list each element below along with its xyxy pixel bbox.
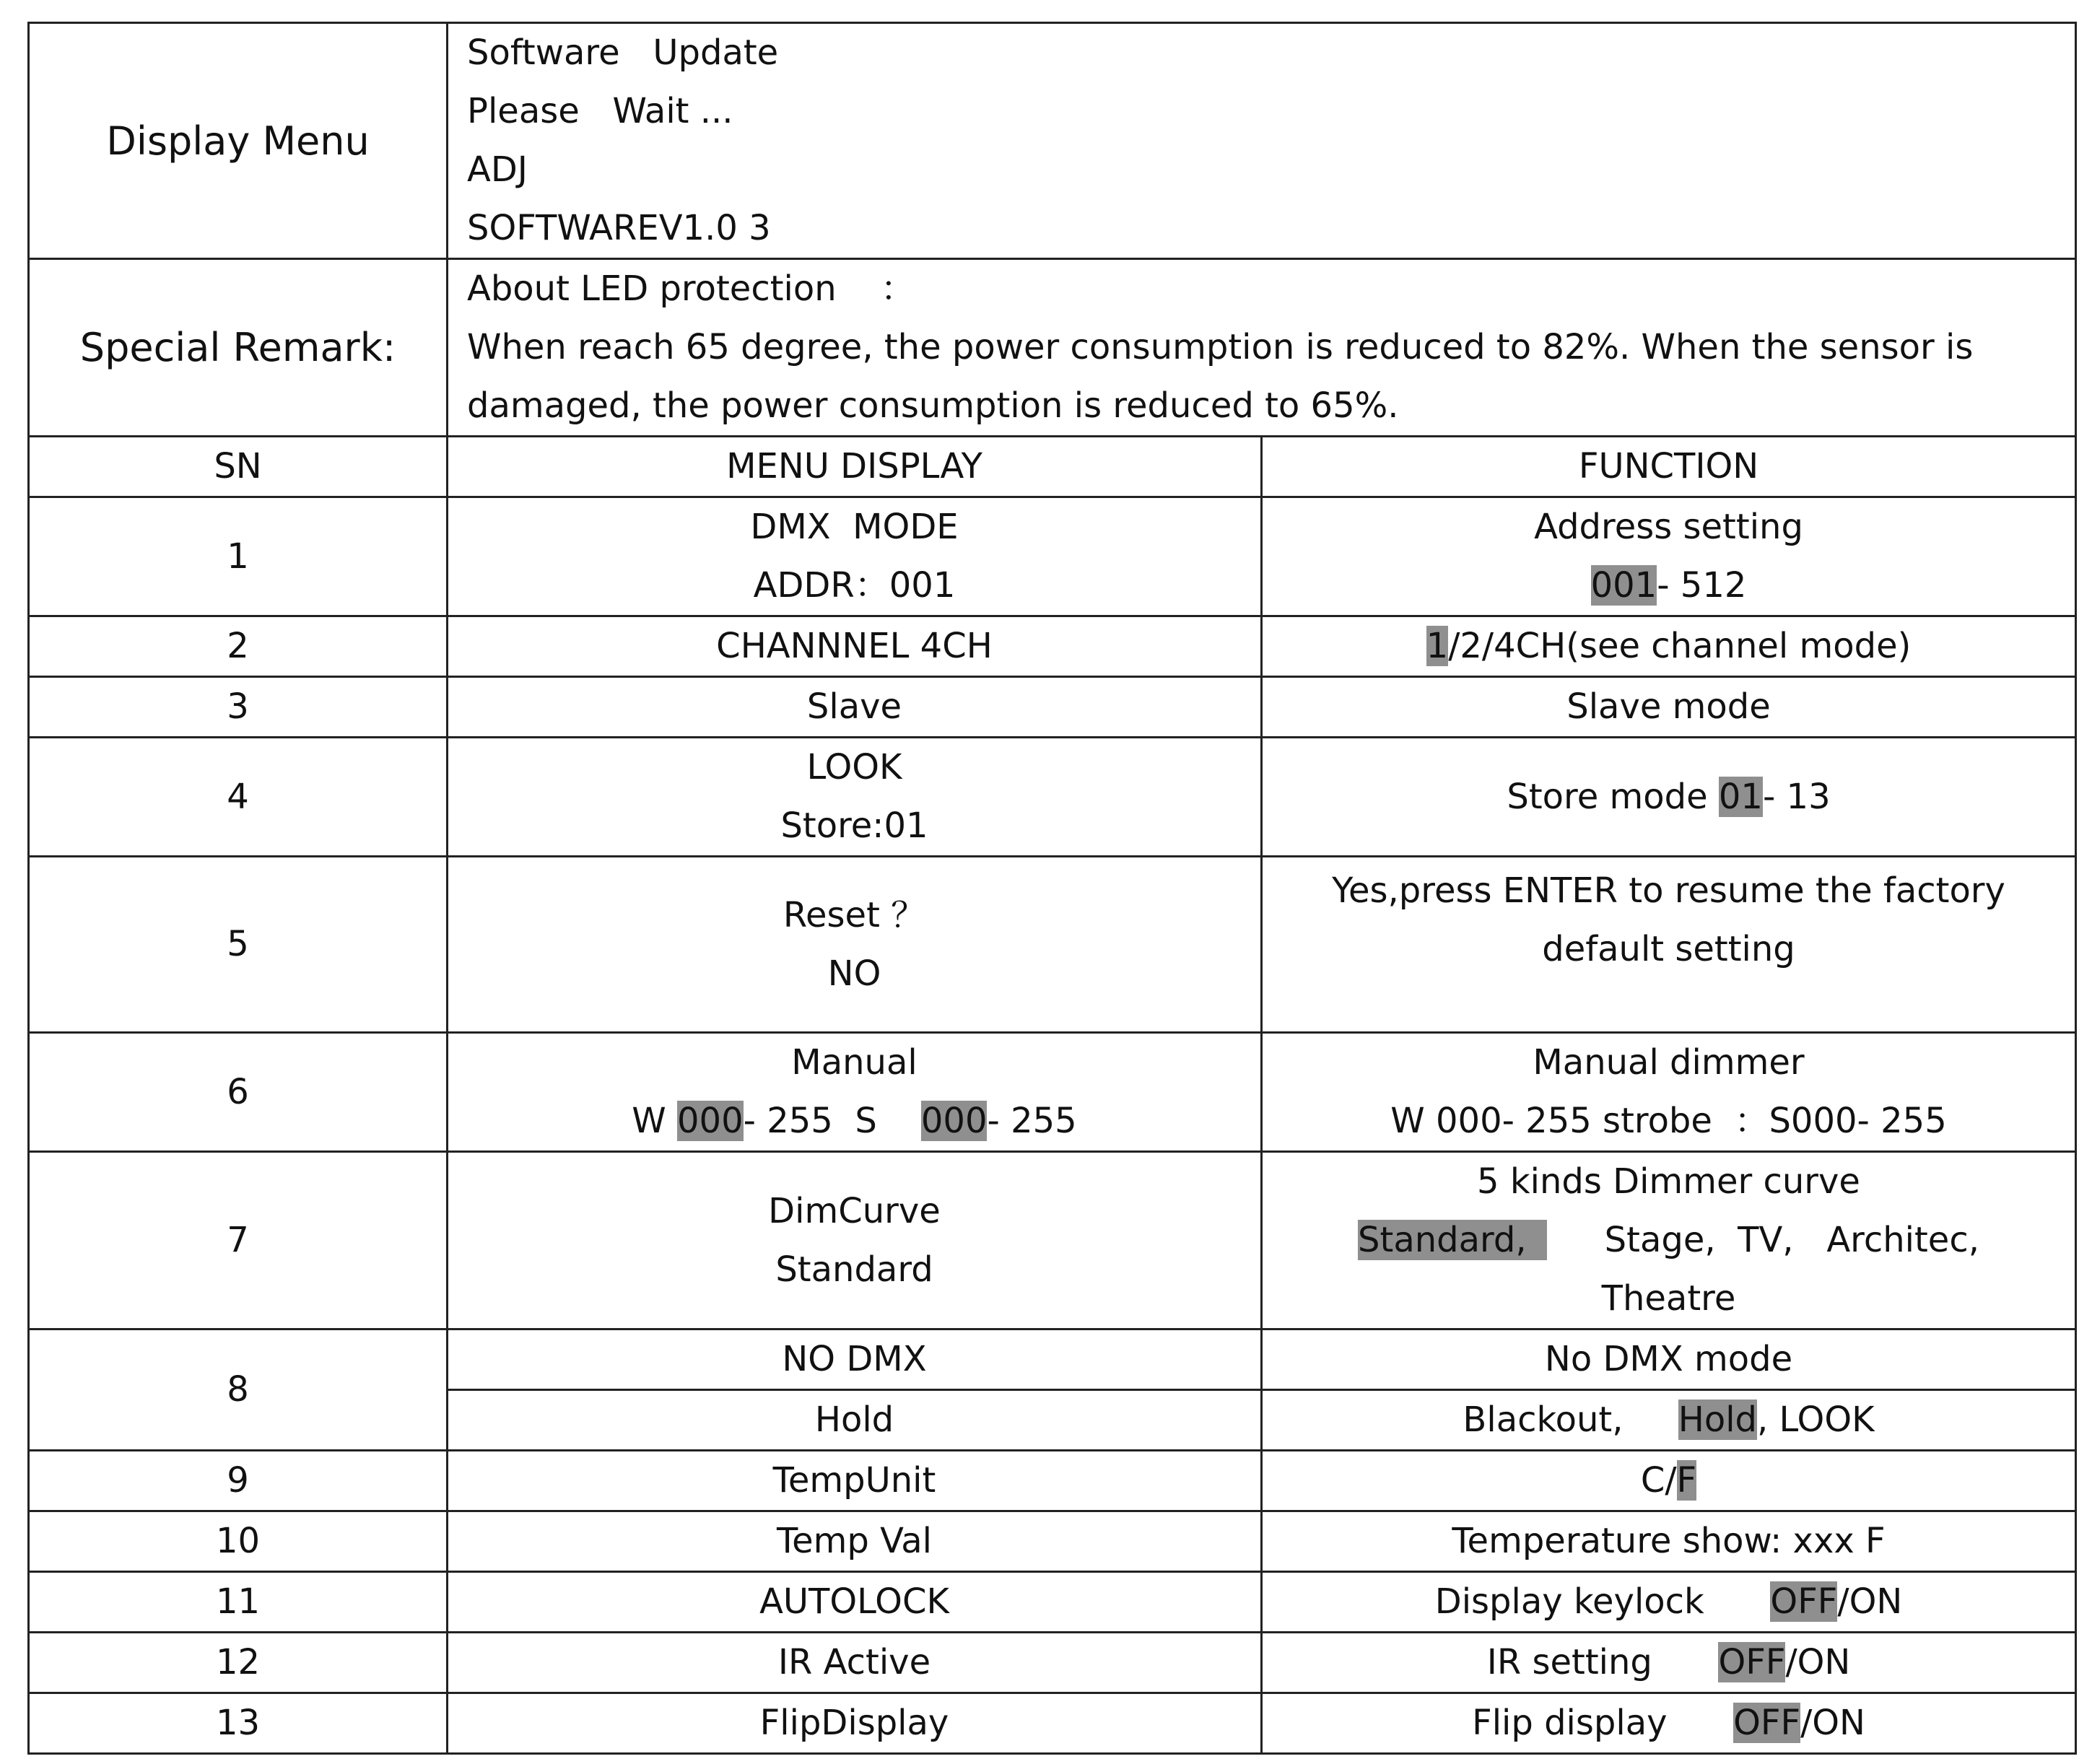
function-text: IR setting (1486, 1642, 1719, 1682)
display-menu-label: Display Menu (29, 23, 448, 259)
highlighted-default: 000 (920, 1101, 988, 1141)
menu-cell: Slave (448, 677, 1262, 738)
table-row (29, 738, 2076, 857)
sn-cell: 13 (29, 1693, 448, 1754)
function-cell (1262, 1152, 2076, 1329)
function-text: , LOOK (1757, 1400, 1875, 1440)
menu-cell: CHANNNEL 4CH (448, 616, 1262, 677)
menu-line: DMX MODE (750, 507, 959, 547)
sn-cell: 11 (29, 1572, 448, 1633)
menu-cell: IR Active (448, 1633, 1262, 1693)
function-cell (1262, 616, 2076, 677)
sn-cell: 12 (29, 1633, 448, 1693)
menu-line: Store:01 (780, 805, 928, 846)
table-row (29, 1633, 2076, 1693)
display-line: Software Update (467, 32, 779, 73)
special-remark-label: Special Remark: (29, 259, 448, 437)
function-line: W 000- 255 strobe ：S000- 255 (1390, 1101, 1947, 1141)
sn-cell: 5 (29, 857, 448, 1033)
function-line (1263, 556, 2075, 615)
function-line: Address setting (1534, 507, 1803, 547)
menu-cell (448, 497, 1262, 616)
table-row (29, 1152, 2076, 1329)
function-text: C/ (1640, 1460, 1677, 1501)
function-cell (1262, 1633, 2076, 1693)
sn-cell: 8 (29, 1329, 448, 1451)
function-text: /ON (1837, 1581, 1903, 1622)
function-text: /ON (1800, 1703, 1865, 1743)
remark-line: When reach 65 degree, the power consumption is reduced to 82%. When the sensor is (467, 327, 1974, 367)
table-row (29, 1511, 2076, 1572)
menu-table (27, 22, 2077, 1755)
function-text: Stage, TV, Architec, (1604, 1220, 1979, 1260)
function-cell (1262, 1693, 2076, 1754)
highlighted-default: 1 (1426, 626, 1449, 666)
function-cell (1262, 1451, 2076, 1511)
table-row (29, 857, 2076, 1033)
function-cell (1262, 497, 2076, 616)
menu-text: - 255 (987, 1101, 1077, 1141)
menu-line: ADDR：001 (753, 565, 956, 606)
function-text: - 13 (1762, 776, 1831, 817)
menu-line: Standard (775, 1249, 933, 1290)
menu-cell (448, 857, 1262, 1033)
header-function: FUNCTION (1262, 437, 2076, 497)
function-cell (1262, 1572, 2076, 1633)
menu-text: - 255 S (743, 1101, 921, 1141)
function-cell (1262, 738, 2076, 857)
function-line (1263, 1211, 2075, 1270)
sn-cell: 2 (29, 616, 448, 677)
menu-line (448, 1092, 1260, 1150)
function-cell (1262, 1033, 2076, 1152)
display-line: ADJ (467, 149, 528, 190)
function-line: Theatre (1601, 1278, 1736, 1319)
function-text: /ON (1785, 1642, 1851, 1682)
menu-line: LOOK (806, 747, 902, 787)
table-row (29, 1033, 2076, 1152)
header-menu-display: MENU DISPLAY (448, 437, 1262, 497)
function-text: Blackout, (1463, 1400, 1678, 1440)
function-cell: No DMX mode (1262, 1329, 2076, 1390)
menu-cell: FlipDisplay (448, 1693, 1262, 1754)
sn-cell: 1 (29, 497, 448, 616)
remark-line: damaged, the power consumption is reduced to 65%. (467, 385, 1399, 426)
menu-text: W (632, 1101, 678, 1141)
table-header-row (29, 437, 2076, 497)
sn-cell: 4 (29, 738, 448, 857)
function-text: Store mode (1507, 776, 1719, 817)
function-text: /2/4CH(see channel mode) (1448, 626, 1912, 666)
display-menu-content (448, 23, 2076, 259)
function-text: Display keylock (1434, 1581, 1771, 1622)
sn-cell: 3 (29, 677, 448, 738)
special-remark-row (29, 259, 2076, 437)
function-line: 5 kinds Dimmer curve (1477, 1161, 1860, 1202)
menu-document (27, 22, 2075, 1743)
highlighted-default: OFF (1770, 1581, 1838, 1622)
remark-line: About LED protection ： (467, 268, 915, 309)
highlighted-default: 001 (1590, 565, 1657, 606)
menu-cell: AUTOLOCK (448, 1572, 1262, 1633)
menu-cell: Temp Val (448, 1511, 1262, 1572)
menu-cell: TempUnit (448, 1451, 1262, 1511)
menu-line: Reset ？ (783, 894, 926, 935)
menu-line: NO (827, 953, 881, 994)
highlighted-default: Standard, (1358, 1220, 1547, 1260)
highlighted-default: 01 (1718, 776, 1763, 817)
display-line: Please Wait ... (467, 91, 733, 131)
function-line: default setting (1542, 929, 1795, 969)
function-line: Yes,press ENTER to resume the factory (1332, 870, 2005, 911)
sn-cell: 10 (29, 1511, 448, 1572)
menu-cell (448, 1152, 1262, 1329)
menu-line: DimCurve (768, 1190, 941, 1231)
menu-cell: Hold (448, 1390, 1262, 1451)
highlighted-default: 000 (677, 1101, 744, 1141)
table-row (29, 1572, 2076, 1633)
menu-line: Manual (791, 1042, 918, 1083)
function-cell: Slave mode (1262, 677, 2076, 738)
display-menu-row (29, 23, 2076, 259)
sn-cell: 6 (29, 1033, 448, 1152)
table-row (29, 1451, 2076, 1511)
special-remark-content (448, 259, 2076, 437)
highlighted-default: OFF (1718, 1642, 1786, 1682)
table-row (29, 497, 2076, 616)
display-line: SOFTWAREV1.0 3 (467, 208, 771, 248)
header-sn: SN (29, 437, 448, 497)
table-row (29, 677, 2076, 738)
sn-cell: 7 (29, 1152, 448, 1329)
table-row (29, 1693, 2076, 1754)
sn-cell: 9 (29, 1451, 448, 1511)
highlighted-default: OFF (1733, 1703, 1801, 1743)
function-cell: Temperature show: xxx F (1262, 1511, 2076, 1572)
function-cell (1262, 1390, 2076, 1451)
highlighted-default: Hold (1678, 1400, 1757, 1440)
table-row (29, 616, 2076, 677)
function-cell (1262, 857, 2076, 1033)
function-text: Flip display (1472, 1703, 1734, 1743)
function-text: - 512 (1657, 565, 1747, 606)
menu-cell (448, 738, 1262, 857)
menu-cell (448, 1033, 1262, 1152)
highlighted-default: F (1676, 1460, 1697, 1501)
table-row (29, 1329, 2076, 1390)
function-line: Manual dimmer (1533, 1042, 1805, 1083)
menu-cell: NO DMX (448, 1329, 1262, 1390)
